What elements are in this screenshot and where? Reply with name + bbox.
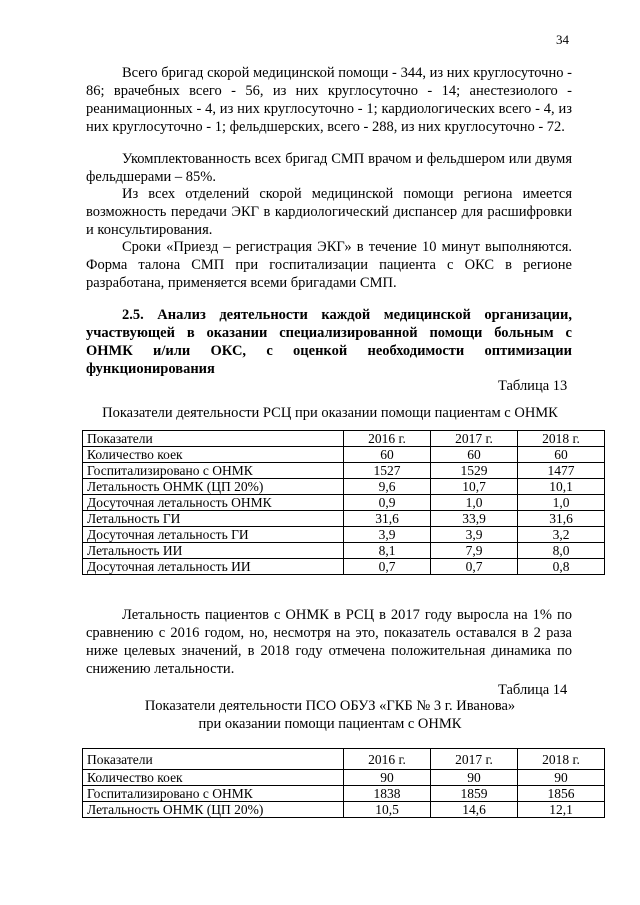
table-cell: 90 bbox=[518, 770, 605, 786]
header-cell: 2016 г. bbox=[344, 749, 431, 770]
table-row bbox=[83, 802, 605, 818]
table-row bbox=[83, 770, 605, 786]
table-cell: 1859 bbox=[431, 786, 518, 802]
table-13 bbox=[82, 430, 605, 575]
table-cell: 0,8 bbox=[518, 559, 605, 575]
header-cell: 2017 г. bbox=[431, 749, 518, 770]
table-cell: Летальность ИИ bbox=[83, 543, 344, 559]
table-cell: 60 bbox=[518, 447, 605, 463]
table-cell: Досуточная летальность ОНМК bbox=[83, 495, 344, 511]
page-number: 34 bbox=[556, 32, 569, 47]
table-13-label: Таблица 13 bbox=[498, 378, 568, 394]
table-cell: 3,2 bbox=[518, 527, 605, 543]
header-cell: Показатели bbox=[83, 431, 344, 447]
table-cell: Летальность ОНМК (ЦП 20%) bbox=[83, 802, 344, 818]
table-row bbox=[83, 479, 605, 495]
table-cell: 1527 bbox=[344, 463, 431, 479]
table-cell: 1,0 bbox=[518, 495, 605, 511]
header-cell: 2018 г. bbox=[518, 431, 605, 447]
table-cell: 9,6 bbox=[344, 479, 431, 495]
table-cell: 14,6 bbox=[431, 802, 518, 818]
table-cell: Количество коек bbox=[83, 447, 344, 463]
table-cell: Досуточная летальность ИИ bbox=[83, 559, 344, 575]
header-cell: Показатели bbox=[83, 749, 344, 770]
paragraph-ecg-transfer: Из всех отделений скорой медицинской помощи региона имеется возможность передачи ЭКГ в кардиологический диспансер для расшифровки и консультирования. bbox=[86, 186, 572, 238]
table-cell: 3,9 bbox=[431, 527, 518, 543]
table-14-caption-line2: при оказании помощи пациентам с ОНМК bbox=[198, 716, 462, 732]
table-cell: Госпитализировано с ОНМК bbox=[83, 463, 344, 479]
table-cell: 12,1 bbox=[518, 802, 605, 818]
table-cell: 8,1 bbox=[344, 543, 431, 559]
table-row bbox=[83, 463, 605, 479]
table-cell: Количество коек bbox=[83, 770, 344, 786]
table-cell: 1477 bbox=[518, 463, 605, 479]
table-cell: 0,7 bbox=[431, 559, 518, 575]
table-cell: 60 bbox=[344, 447, 431, 463]
paragraph-ecg-timing: Сроки «Приезд – регистрация ЭКГ» в течение 10 минут выполняются. Форма талона СМП при госпитализации пациента с ОКС в регионе разработана, применяется всеми бригадами СМП. bbox=[86, 239, 572, 291]
paragraph-brigades: Всего бригад скорой медицинской помощи - 344, из них круглосуточно - 86; врачебных всего - 56, из них круглосуточно - 14; анестезиолого - реанимационных - 4, из них круглосуточно - 1; кардиологических всего - 4, из них круглосуточно - 1; фельдшерских, всего - 288, из них круглосуточно - 72. bbox=[86, 65, 572, 135]
table-cell: Досуточная летальность ГИ bbox=[83, 527, 344, 543]
table-row bbox=[83, 527, 605, 543]
table-cell: 3,9 bbox=[344, 527, 431, 543]
table-cell: 10,1 bbox=[518, 479, 605, 495]
header-cell: 2016 г. bbox=[344, 431, 431, 447]
paragraph-staffing: Укомплектованность всех бригад СМП врачом и фельдшером или двумя фельдшерами – 85%. bbox=[86, 151, 572, 185]
table-cell: 7,9 bbox=[431, 543, 518, 559]
table-13-caption: Показатели деятельности РСЦ при оказании помощи пациентам с ОНМК bbox=[102, 405, 558, 421]
table-row bbox=[83, 447, 605, 463]
table-cell: 90 bbox=[431, 770, 518, 786]
table-header-row bbox=[83, 749, 605, 770]
table-cell: 0,9 bbox=[344, 495, 431, 511]
table-row bbox=[83, 511, 605, 527]
table-cell: 1856 bbox=[518, 786, 605, 802]
table-cell: 10,7 bbox=[431, 479, 518, 495]
table-14-caption-line1: Показатели деятельности ПСО ОБУЗ «ГКБ № 3 г. Иванова» bbox=[144, 698, 516, 714]
table-cell: 8,0 bbox=[518, 543, 605, 559]
table-cell: Летальность ОНМК (ЦП 20%) bbox=[83, 479, 344, 495]
table-row bbox=[83, 543, 605, 559]
table-14-label: Таблица 14 bbox=[498, 682, 568, 698]
table-cell: 1529 bbox=[431, 463, 518, 479]
table-row bbox=[83, 786, 605, 802]
table-cell: 0,7 bbox=[344, 559, 431, 575]
header-cell: 2018 г. bbox=[518, 749, 605, 770]
table-cell: 33,9 bbox=[431, 511, 518, 527]
table-cell: Летальность ГИ bbox=[83, 511, 344, 527]
table-cell: Госпитализировано с ОНМК bbox=[83, 786, 344, 802]
paragraph-rsc-mortality: Летальность пациентов с ОНМК в РСЦ в 2017 году выросла на 1% по сравнению с 2016 годом, но, несмотря на это, показатель оставался в 2 раза ниже целевых значений, в 2018 году отмечена положительная динамика по снижению летальности. bbox=[86, 607, 572, 677]
table-row bbox=[83, 559, 605, 575]
table-row bbox=[83, 495, 605, 511]
table-cell: 1838 bbox=[344, 786, 431, 802]
section-heading: 2.5. Анализ деятельности каждой медицинской организации, участвующей в оказании специализированной помощи больным с ОНМК и/или ОКС, с оценкой необходимости оптимизации функционирования bbox=[86, 307, 572, 377]
table-cell: 31,6 bbox=[518, 511, 605, 527]
table-cell: 60 bbox=[431, 447, 518, 463]
table-cell: 1,0 bbox=[431, 495, 518, 511]
table-14 bbox=[82, 748, 605, 818]
table-header-row bbox=[83, 431, 605, 447]
table-cell: 31,6 bbox=[344, 511, 431, 527]
table-cell: 10,5 bbox=[344, 802, 431, 818]
table-cell: 90 bbox=[344, 770, 431, 786]
header-cell: 2017 г. bbox=[431, 431, 518, 447]
